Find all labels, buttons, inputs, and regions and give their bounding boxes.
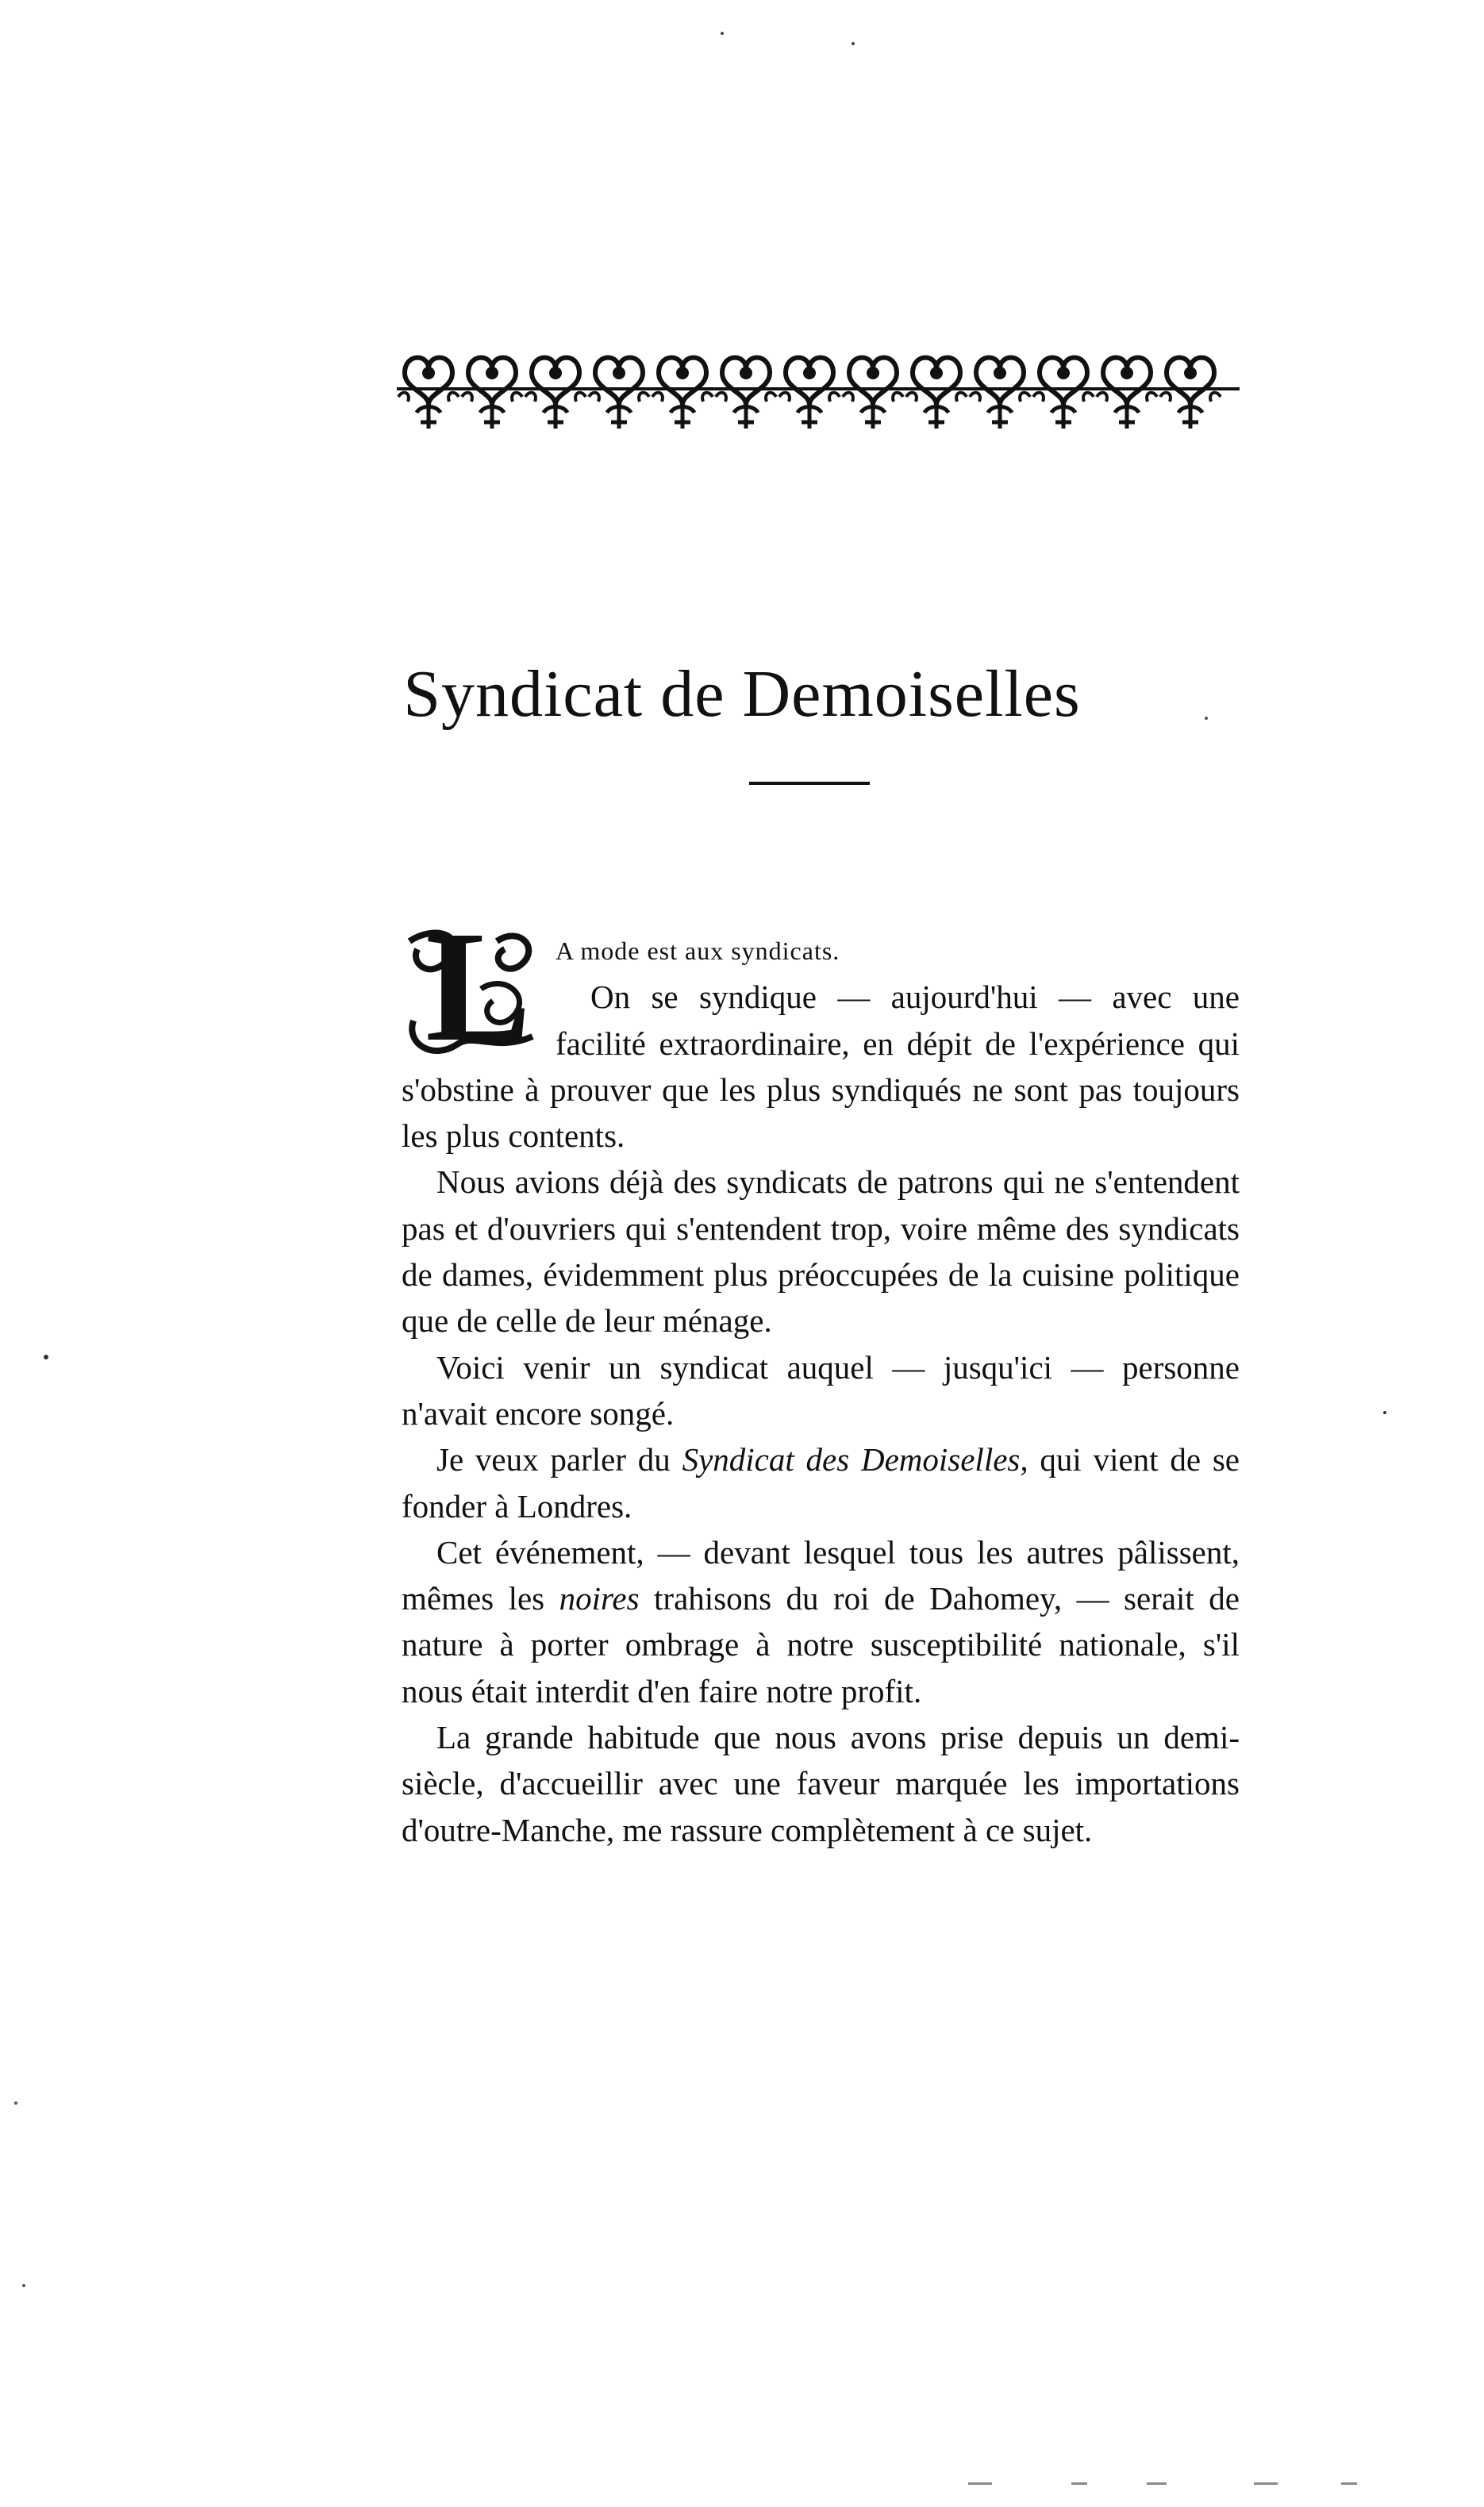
paragraph-text: Cet événement, — devant lesquel tous les autres pâlissent, mêmes les — [402, 1533, 1240, 1617]
paragraph-text: Je veux parler du — [436, 1441, 682, 1478]
paragraph-text: qui vient de se fonder à Londres. — [402, 1441, 1240, 1525]
paragraph: Nous avions déjà des syndicats de patrons qui ne s'entendent pas et d'ouvriers qui s'entendent trop, voire même des syndicats de dames, évidemment plus préoccupées de la cuisine politique que de celle de leur ménage. — [402, 1163, 1240, 1340]
page-title: Syndicat de Demoiselles — [403, 657, 1081, 732]
paragraph-text: trahisons du roi de Dahomey, — serait de nature à porter ombrage à notre susceptibilité nationale, s'il nous était interdit d'en faire notre profit. — [402, 1580, 1240, 1709]
italic-word: noires — [559, 1580, 640, 1617]
opening-paragraph-text: On se syndique — aujourd'hui — avec une facilité extraordinaire, en dépit de l'expérience qui s'obstine à prouver que les plus syndiqués ne sont pas toujours les plus contents. — [402, 979, 1240, 1155]
paragraph: Voici venir un syndicat auquel — jusqu'ici — personne n'avait encore songé. — [402, 1348, 1240, 1432]
paragraph: La grande habitude que nous avons prise depuis un demi-siècle, d'accueillir avec une faveur marquée les importations d'outre-Manche, me rassure complètement à ce sujet. — [402, 1719, 1240, 1848]
opening-line: A mode est aux syndicats. — [556, 936, 840, 965]
dropcap-letter: L — [425, 899, 532, 1075]
italic-title: Syndicat des Demoiselles, — [682, 1441, 1028, 1478]
